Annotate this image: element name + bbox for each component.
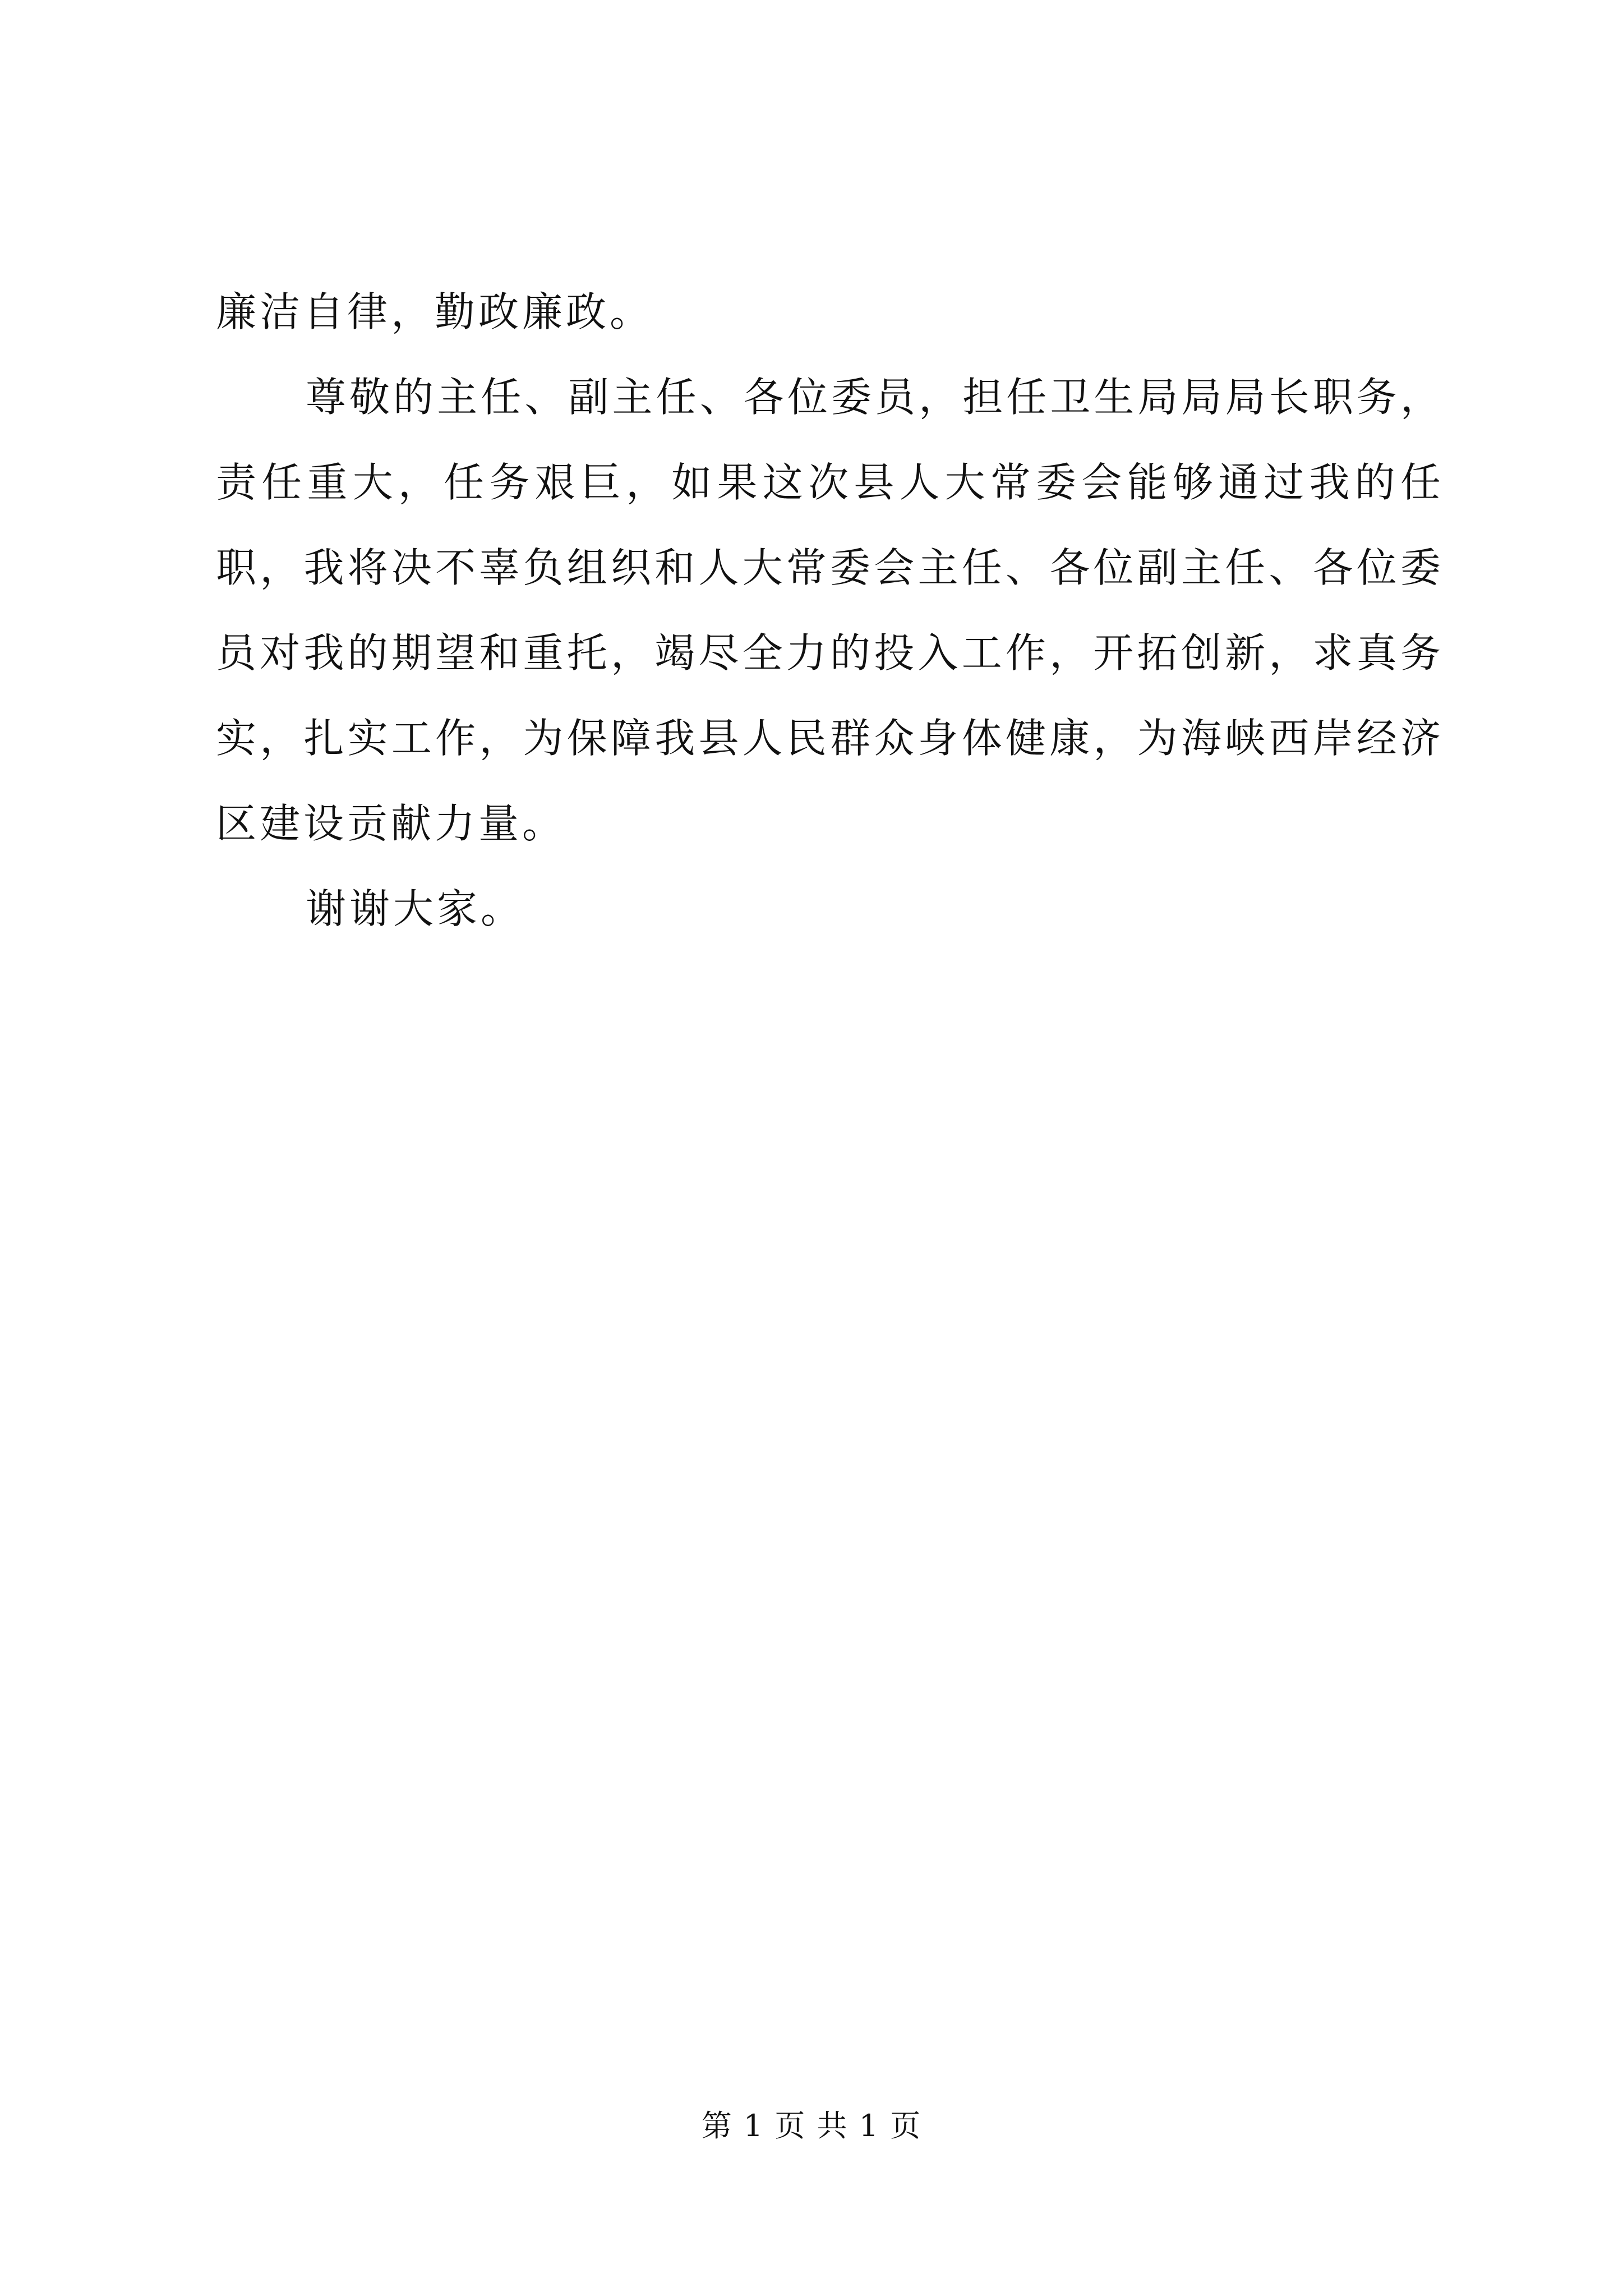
paragraph-1: 廉洁自律，勤政廉政。 [216, 288, 654, 335]
page-footer: 第 1 页 共 1 页 [701, 2108, 922, 2143]
paragraph-2: 尊敬的主任、副主任、各位委员，担任卫生局局局长职务，责任重大，任务艰巨，如果这次县人大常委会能够通过我的任职，我将决不辜负组织和人大常委会主任、各位副主任、各位委员对我的期望和重托，竭尽全力的投入工作，开拓创新，求真务实，扎实工作，为保障我县人民群众身体健康，为海峡西岸经济区建设贡献力量。 [216, 374, 1444, 847]
paragraph-3: 谢谢大家。 [306, 885, 525, 932]
document-body [216, 269, 1444, 951]
